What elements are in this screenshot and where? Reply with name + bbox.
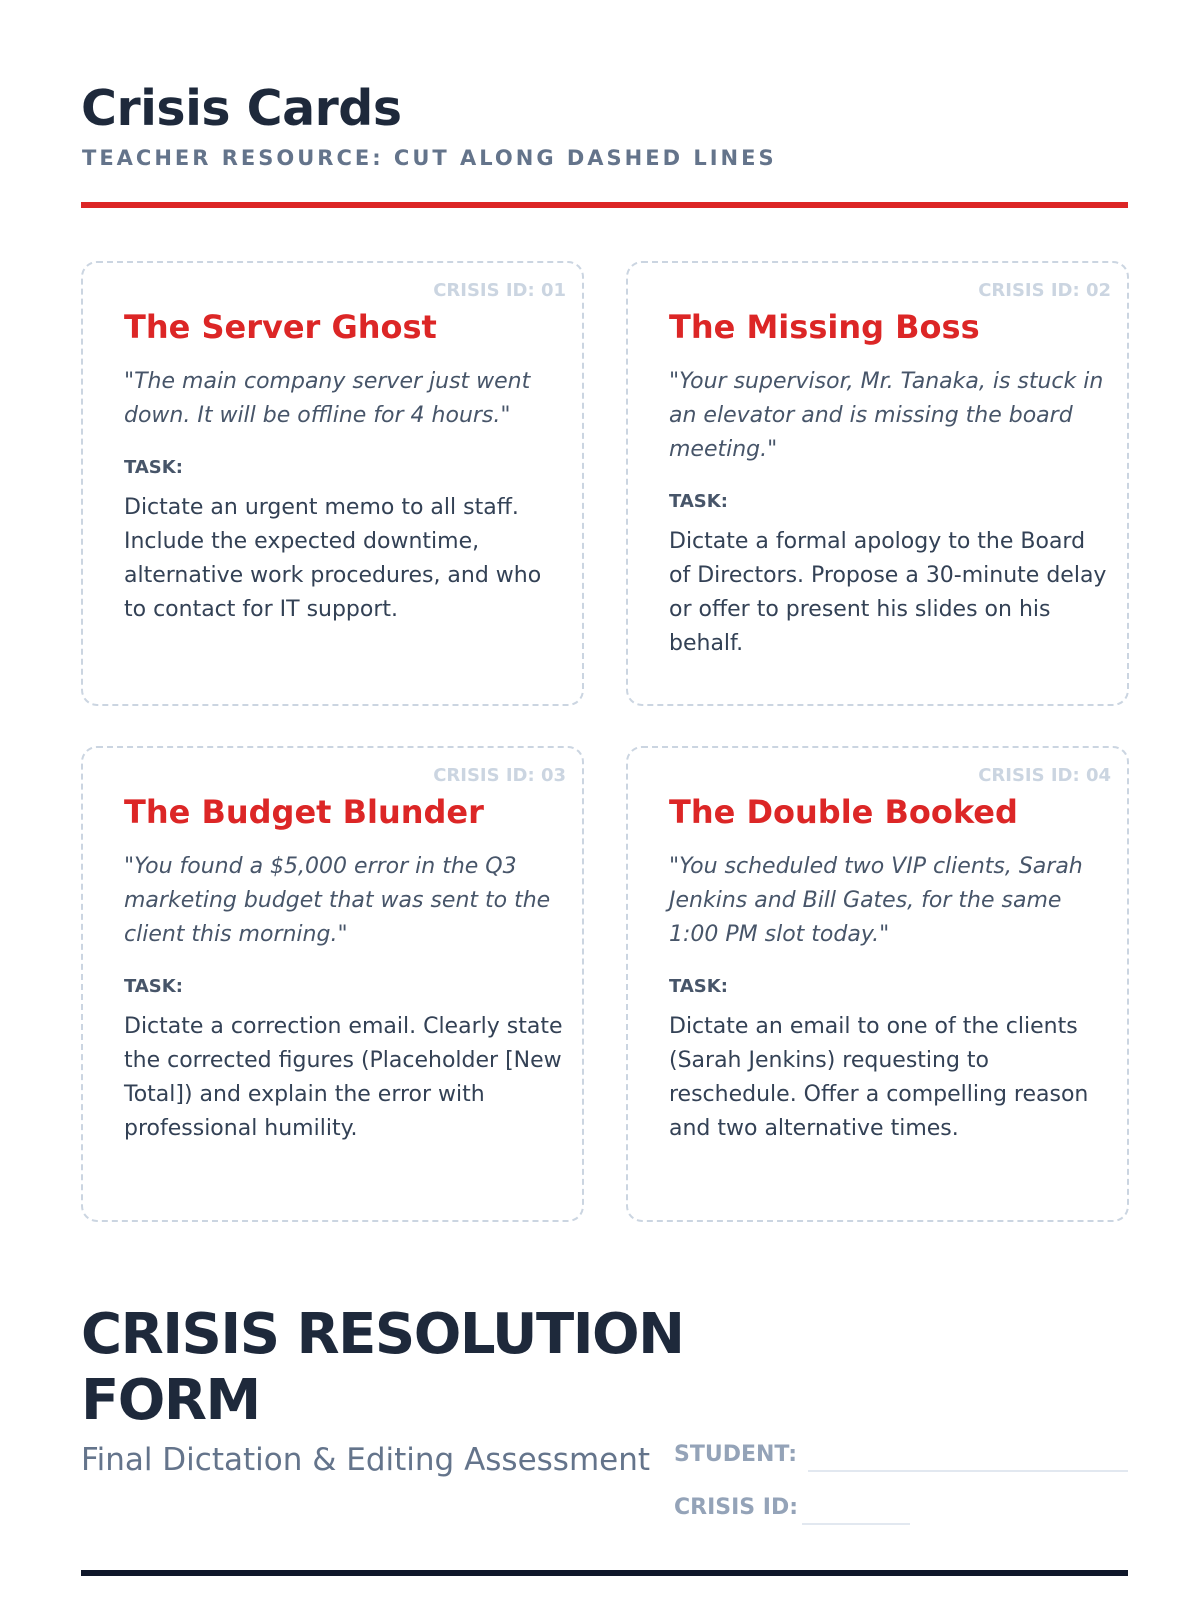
form-divider: [81, 1570, 1128, 1576]
task-description: Dictate a formal apology to the Board of Directors. Propose a 30-minute delay or offer to present his slides on his behalf.: [669, 529, 1107, 656]
crisis-card-title: The Server Ghost: [124, 308, 437, 346]
crisis-card-body: [124, 365, 569, 627]
task-label: TASK:: [124, 457, 183, 478]
task-description: Dictate an urgent memo to all staff. Include the expected downtime, alternative work procedures, and who to contact for IT support.: [124, 495, 542, 622]
task-description: Dictate an email to one of the clients (Sarah Jenkins) requesting to reschedule. Offer a compelling reason and two alternative times.: [669, 1014, 1089, 1141]
task-description: Dictate a correction email. Clearly state the corrected figures (Placeholder [New Total]) and explain the error with professional humility.: [124, 1014, 563, 1141]
crisis-id-label: CRISIS ID: 03: [433, 765, 566, 786]
header-divider: [81, 202, 1128, 208]
crisis-card-title: The Double Booked: [669, 793, 1018, 831]
crisis-card: [626, 746, 1129, 1222]
crisis-id-label: CRISIS ID: 01: [433, 280, 566, 301]
crisis-id-label: CRISIS ID: 02: [978, 280, 1111, 301]
crisis-card-body: [669, 365, 1114, 661]
task-label: TASK:: [669, 491, 728, 512]
page-title: Crisis Cards: [81, 80, 402, 137]
crisis-id-field-label: CRISIS ID:: [674, 1495, 799, 1520]
task-label: TASK:: [124, 976, 183, 997]
form-subtitle: Final Dictation & Editing Assessment: [81, 1442, 651, 1478]
crisis-card: [626, 261, 1129, 706]
crisis-scenario: "Your supervisor, Mr. Tanaka, is stuck in an elevator and is missing the board meeting.": [669, 369, 1104, 462]
page-subtitle: TEACHER RESOURCE: CUT ALONG DASHED LINES: [82, 146, 777, 170]
crisis-card-body: [124, 850, 569, 1146]
crisis-scenario: "You scheduled two VIP clients, Sarah Jenkins and Bill Gates, for the same 1:00 PM slot today.": [669, 854, 1083, 947]
form-title: CRISIS RESOLUTION FORM: [81, 1302, 684, 1433]
task-label: TASK:: [669, 976, 728, 997]
crisis-card-body: [669, 850, 1114, 1146]
crisis-card-title: The Budget Blunder: [124, 793, 484, 831]
crisis-scenario: "You found a $5,000 error in the Q3 marketing budget that was sent to the client this morning.": [124, 854, 551, 947]
crisis-card: [81, 746, 584, 1222]
student-name-field[interactable]: [808, 1470, 1128, 1472]
crisis-id-label: CRISIS ID: 04: [978, 765, 1111, 786]
crisis-card-title: The Missing Boss: [669, 308, 980, 346]
crisis-id-field[interactable]: [802, 1523, 910, 1525]
crisis-scenario: "The main company server just went down. It will be offline for 4 hours.": [124, 369, 531, 428]
crisis-card: [81, 261, 584, 706]
student-label: STUDENT:: [674, 1442, 798, 1467]
